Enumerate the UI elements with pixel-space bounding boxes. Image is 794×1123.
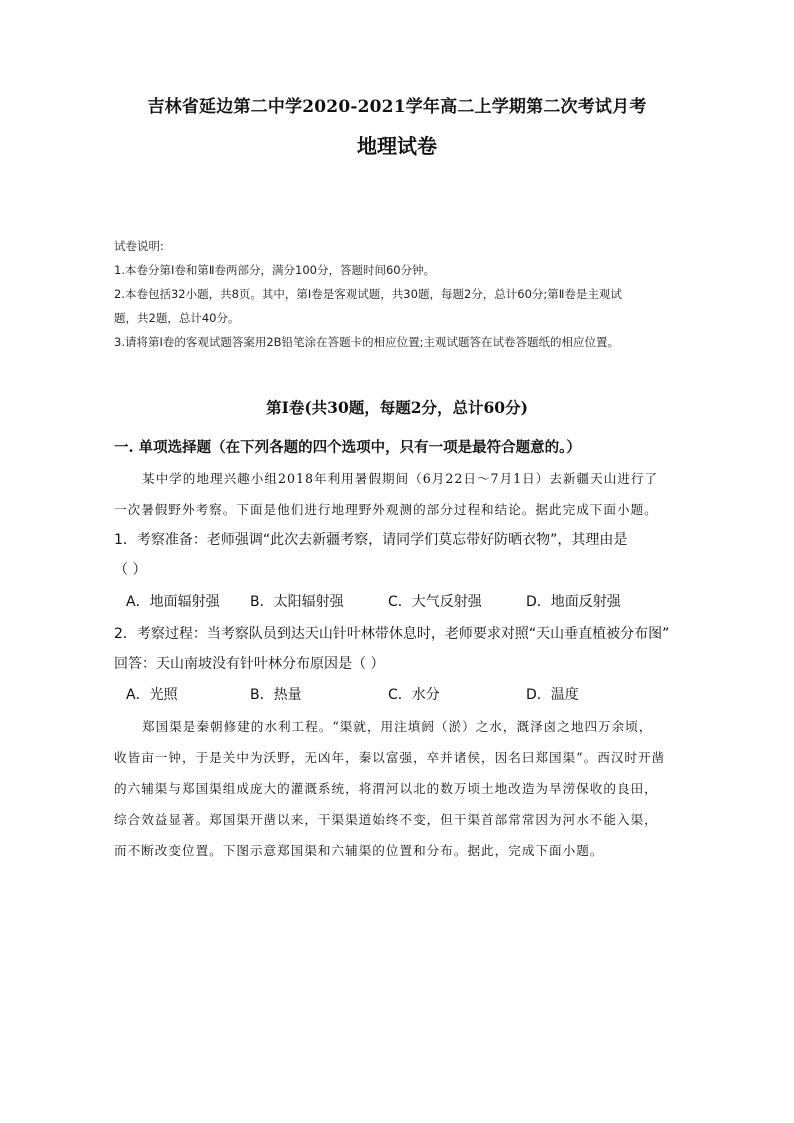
instructions-heading: 试卷说明: [114,239,164,253]
q1-option-d: D．地面反射强 [526,594,621,610]
instruction-line-1: 1.本卷分第Ⅰ卷和第Ⅱ卷两部分，满分100分，答题时间60分钟。 [114,263,436,277]
instruction-line-2: 2.本卷包括32小题，共8页。其中，第Ⅰ卷是客观试题，共30题，每题2分，总计60分;第Ⅱ卷是主观试 [114,287,622,301]
passage1-line-2: 一次暑假野外考察。下面是他们进行地理野外观测的部分过程和结论。据此完成下面小题。 [114,502,658,517]
question-2-stem-2: 回答：天山南坡没有针叶林分布原因是（ ） [114,656,385,672]
passage1-line-1: 某中学的地理兴趣小组2018年利用暑假期间（6月22日～7月1日）去新疆天山进行了 [142,471,659,486]
q2-option-a: A．光照 [126,687,178,703]
q2-option-d: D．温度 [526,687,579,703]
exam-title: 吉林省延边第二中学2020-2021学年高二上学期第二次考试月考 [147,97,647,117]
exam-subtitle: 地理试卷 [357,134,437,158]
part-title: 一. 单项选择题（在下列各题的四个选项中，只有一项是最符合题意的。） [114,439,581,456]
passage2-line-3: 的六辅渠与郑国渠组成庞大的灌溉系统，将渭河以北的数万顷土地改造为旱涝保收的良田， [114,781,658,796]
q2-option-c: C．水分 [388,687,440,703]
passage2-line-2: 收皆亩一钟，于是关中为沃野，无凶年，秦以富强，卒并诸侯，因名曰郑国渠”。西汉时开凿 [114,750,666,765]
section-title: 第Ⅰ卷(共30题，每题2分，总计60分) [266,398,528,417]
q2-option-b: B．热量 [250,687,302,703]
instruction-line-4: 3.请将第Ⅰ卷的客观试题答案用2B铅笔涂在答题卡的相应位置;主观试题答在试卷答题纸的相应位置。 [114,335,619,349]
instruction-line-3: 题，共2题，总计40分。 [114,311,240,325]
passage2-line-5: 而不断改变位置。下图示意郑国渠和六辅渠的位置和分布。据此，完成下面小题。 [114,843,604,858]
question-1-bracket: （ ） [114,562,147,578]
passage2-line-4: 综合效益显著。郑国渠开凿以来，干渠渠道始终不变，但干渠首部常常因为河水不能入渠， [114,812,658,827]
q1-option-a: A．地面辐射强 [126,594,220,610]
question-2-stem: 2．考察过程：当考察队员到达天山针叶林带休息时，老师要求对照“天山垂直植被分布图” [114,626,670,642]
q1-option-c: C．大气反射强 [388,594,482,610]
q1-option-b: B．太阳辐射强 [250,594,344,610]
passage2-line-1: 郑国渠是秦朝修建的水利工程。“渠就，用注填阏（淤）之水，溉泽卤之地四万余顷， [142,719,653,734]
question-1-stem: 1．考察准备：老师强调“此次去新疆考察，请同学们莫忘带好防晒衣物”，其理由是 [114,532,628,548]
